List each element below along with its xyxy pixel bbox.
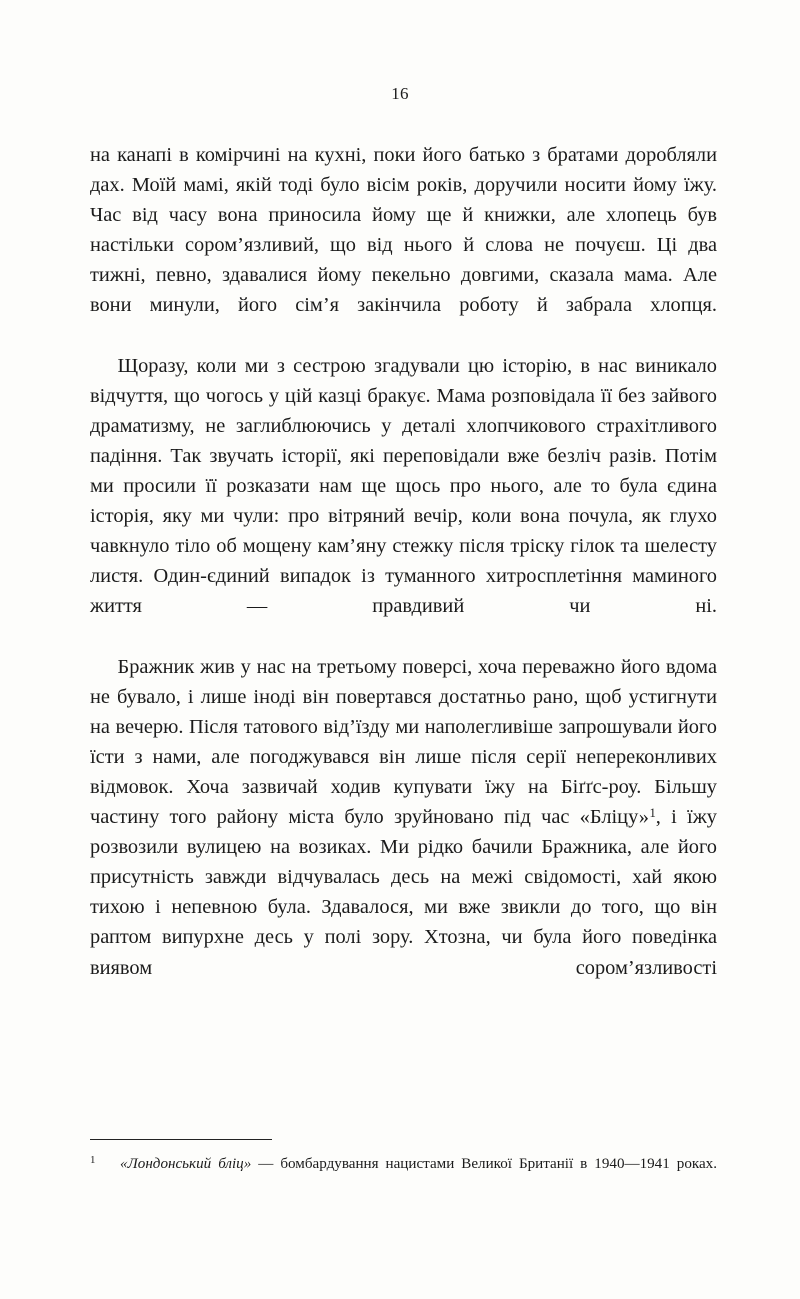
footnote-rest-1: — бомбардування нацистами Великої Британії в 1940—1941 роках. xyxy=(251,1156,717,1172)
paragraph-3-part-after-footnote: , і їжу розвозили вулицею на возиках. Ми рідко бачили Бражника, але його присутність завжди відчувалась десь на межі свідомості, хай якою тихою і непевною була. Здавалося, ми вже звикли до того, що він раптом випурхне десь у полі зору. Хтозна, чи була його поведінка виявом сором’язливості xyxy=(90,806,717,979)
footnote-separator-rule xyxy=(90,1139,272,1140)
paragraph-3 xyxy=(90,652,717,1013)
page-number: 16 xyxy=(391,84,409,103)
footnote-marker-1: 1 xyxy=(90,1154,96,1166)
footnote-item-1 xyxy=(90,1153,717,1198)
body-text-block xyxy=(90,140,717,1013)
paragraph-3-part-before-footnote: Бражник жив у нас на третьому поверсі, хоча переважно його вдома не бувало, і лише іноді він повертався достатньо рано, щоб устигнути на вечерю. Після татового від’їзду ми наполегливіше запрошували його їсти з нами, але погоджувався він лише після серії непереконливих відмовок. Хоча зазвичай ходив купувати їжу на Біґґс-роу. Більшу частину того району міста було зруйновано під час «Бліцу» xyxy=(90,655,717,829)
paragraph-1: на канапі в комірчині на кухні, поки його батько з братами доробляли дах. Моїй мамі, якій тоді було вісім років, доручили носити йому їжу. Час від часу вона приносила йому ще й книжки, але хлопець був настільки сором’язливий, що від нього й слова не почуєш. Ці два тижні, певно, здавалися йому пекельно довгими, сказала мама. Але вони минули, його сім’я закінчила роботу й забрала хлопця. xyxy=(90,144,717,317)
footnote-title-1: «Лондонський бліц» xyxy=(120,1156,252,1172)
footnote-section xyxy=(90,1139,717,1198)
paragraph-2: Щоразу, коли ми з сестрою згадували цю історію, в нас виникало відчуття, що чогось у цій казці бракує. Мама розповідала її без зайвого драматизму, не заглиблюючись у деталі хлопчикового страхітливого падіння. Так звучать історії, які переповідали вже безліч разів. Потім ми просили її розказати нам ще щось про нього, але то була єдина історія, яку ми чули: про вітряний вечір, коли вона почула, як глухо чавкнуло тіло об мощену кам’яну стежку після тріску гілок та шелесту листя. Один-єдиний випадок із туманного хитросплетіння маминого життя — правдивий чи ні. xyxy=(90,354,717,618)
footnote-text-1 xyxy=(120,1153,717,1198)
footnote-reference-1[interactable]: 1 xyxy=(649,805,656,820)
